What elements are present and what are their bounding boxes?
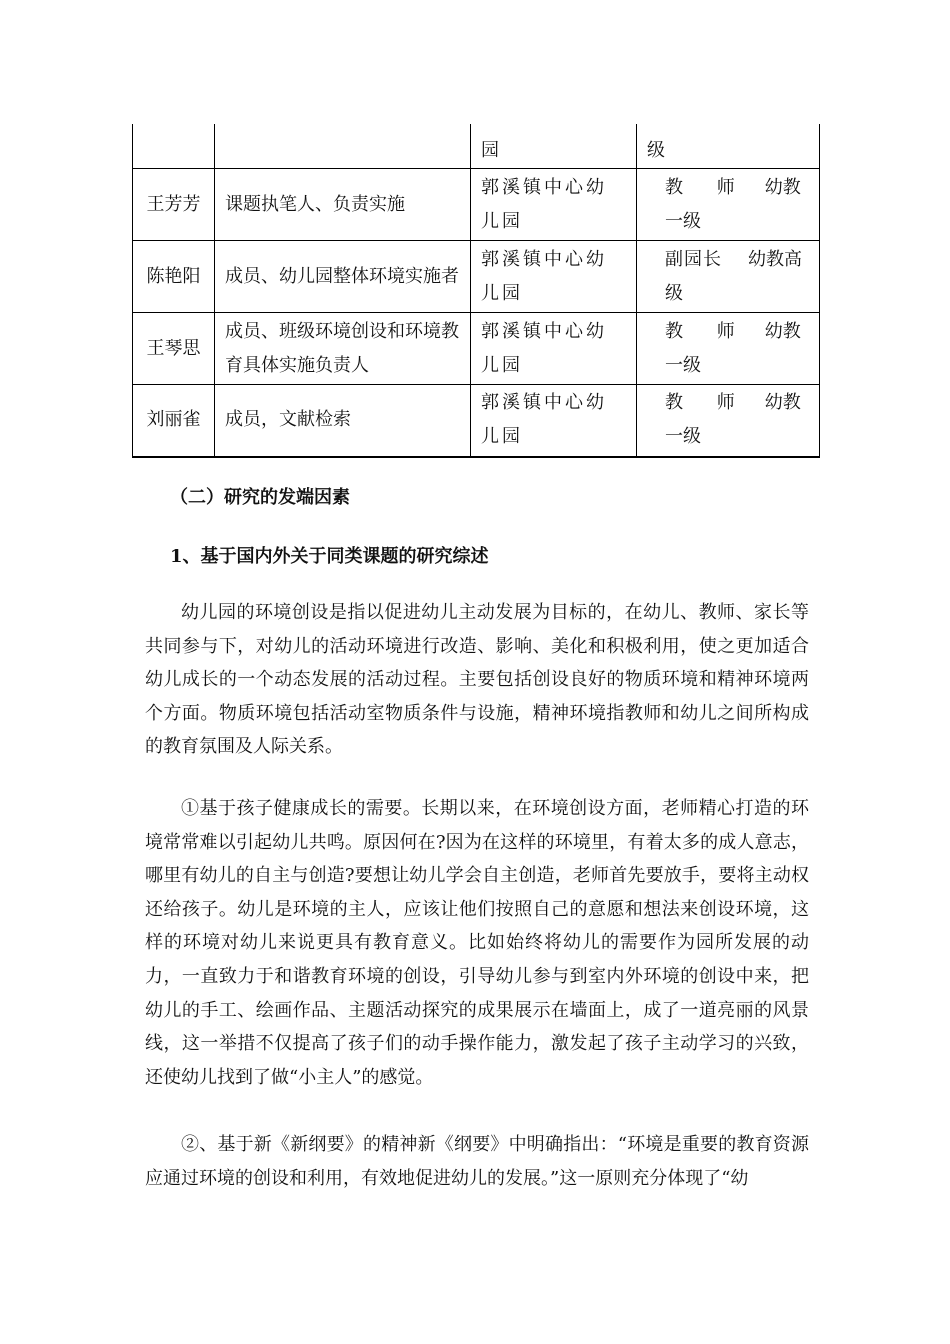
- member-duty: 成员、班级环境创设和环境教育具体实施负责人: [215, 313, 471, 385]
- member-unit: 郭溪镇中心幼儿园: [471, 241, 637, 313]
- member-name: 刘丽雀: [133, 385, 215, 457]
- member-level: 级: [647, 140, 665, 161]
- paragraph: ①基于孩子健康成长的需要。长期以来，在环境创设方面，老师精心打造的环境常常难以引起幼儿共鸣。原因何在?因为在这样的环境里，有着太多的成人意志，哪里有幼儿的自主与创造?要想让幼儿学会自主创造，老师首先要放手，要将主动权还给孩子。幼儿是环境的主人，应该让他们按照自己的意愿和想法来创设环境，这样的环境对幼儿来说更具有教育意义。比如始终将幼儿的需要作为园所发展的动力，一直致力于和谐教育环境的创设，引导幼儿参与到室内外环境的创设中来，把幼儿的手工、绘画作品、主题活动探究的成果展示在墙面上，成了一道亮丽的风景线，这一举措不仅提高了孩子们的动手操作能力，激发起了孩子主动学习的兴致，还使幼儿找到了做“小主人”的感觉。: [145, 798, 809, 1088]
- paragraph: 幼儿园的环境创设是指以促进幼儿主动发展为目标的，在幼儿、教师、家长等共同参与下，对幼儿的活动环境进行改造、影响、美化和积极利用，使之更加适合幼儿成长的一个动态发展的活动过程。主要包括创设良好的物质环境和精神环境两个方面。物质环境包括活动室物质条件与设施，精神环境指教师和幼儿之间所构成的教育氛围及人际关系。: [145, 602, 809, 758]
- member-duty: 成员、幼儿园整体环境实施者: [215, 241, 471, 313]
- member-unit: 郭溪镇中心幼儿园: [471, 385, 637, 457]
- paragraph: ②、基于新《新纲要》的精神新《纲要》中明确指出：“环境是重要的教育资源应通过环境的创设和利用，有效地促进幼儿的发展。”这一原则充分体现了“幼: [145, 1134, 809, 1189]
- member-role: 教 师: [665, 176, 749, 198]
- member-duty: 课题执笔人、负责实施: [215, 169, 471, 241]
- members-table: [132, 124, 820, 458]
- member-duty: [215, 124, 471, 169]
- member-unit: 园: [471, 124, 637, 169]
- member-name: [133, 124, 215, 169]
- member-unit: 郭溪镇中心幼儿园: [471, 313, 637, 385]
- table-row: [133, 313, 820, 385]
- member-name: 王琴思: [133, 313, 215, 385]
- member-level: 幼教高级: [665, 248, 802, 304]
- member-role: 教 师: [665, 392, 749, 414]
- member-level: 幼教一级: [665, 176, 801, 232]
- member-role: 教 师: [665, 320, 749, 342]
- section-heading: （二）研究的发端因素: [170, 487, 350, 508]
- member-duty: 成员，文献检索: [215, 385, 471, 457]
- member-title: [637, 124, 820, 169]
- member-role: 副园长: [665, 248, 722, 270]
- member-level: 幼教一级: [665, 320, 801, 376]
- member-unit: 郭溪镇中心幼儿园: [471, 169, 637, 241]
- member-title: [637, 169, 820, 241]
- member-name: 陈艳阳: [133, 241, 215, 313]
- table-row: [133, 124, 820, 169]
- sub-heading: 1、基于国内外关于同类课题的研究综述: [170, 546, 489, 567]
- member-title: [637, 385, 820, 457]
- table-row: [133, 169, 820, 241]
- member-title: [637, 313, 820, 385]
- member-level: 幼教一级: [665, 392, 801, 448]
- member-title: [637, 241, 820, 313]
- member-name: 王芳芳: [133, 169, 215, 241]
- table-row: [133, 385, 820, 457]
- table-row: [133, 241, 820, 313]
